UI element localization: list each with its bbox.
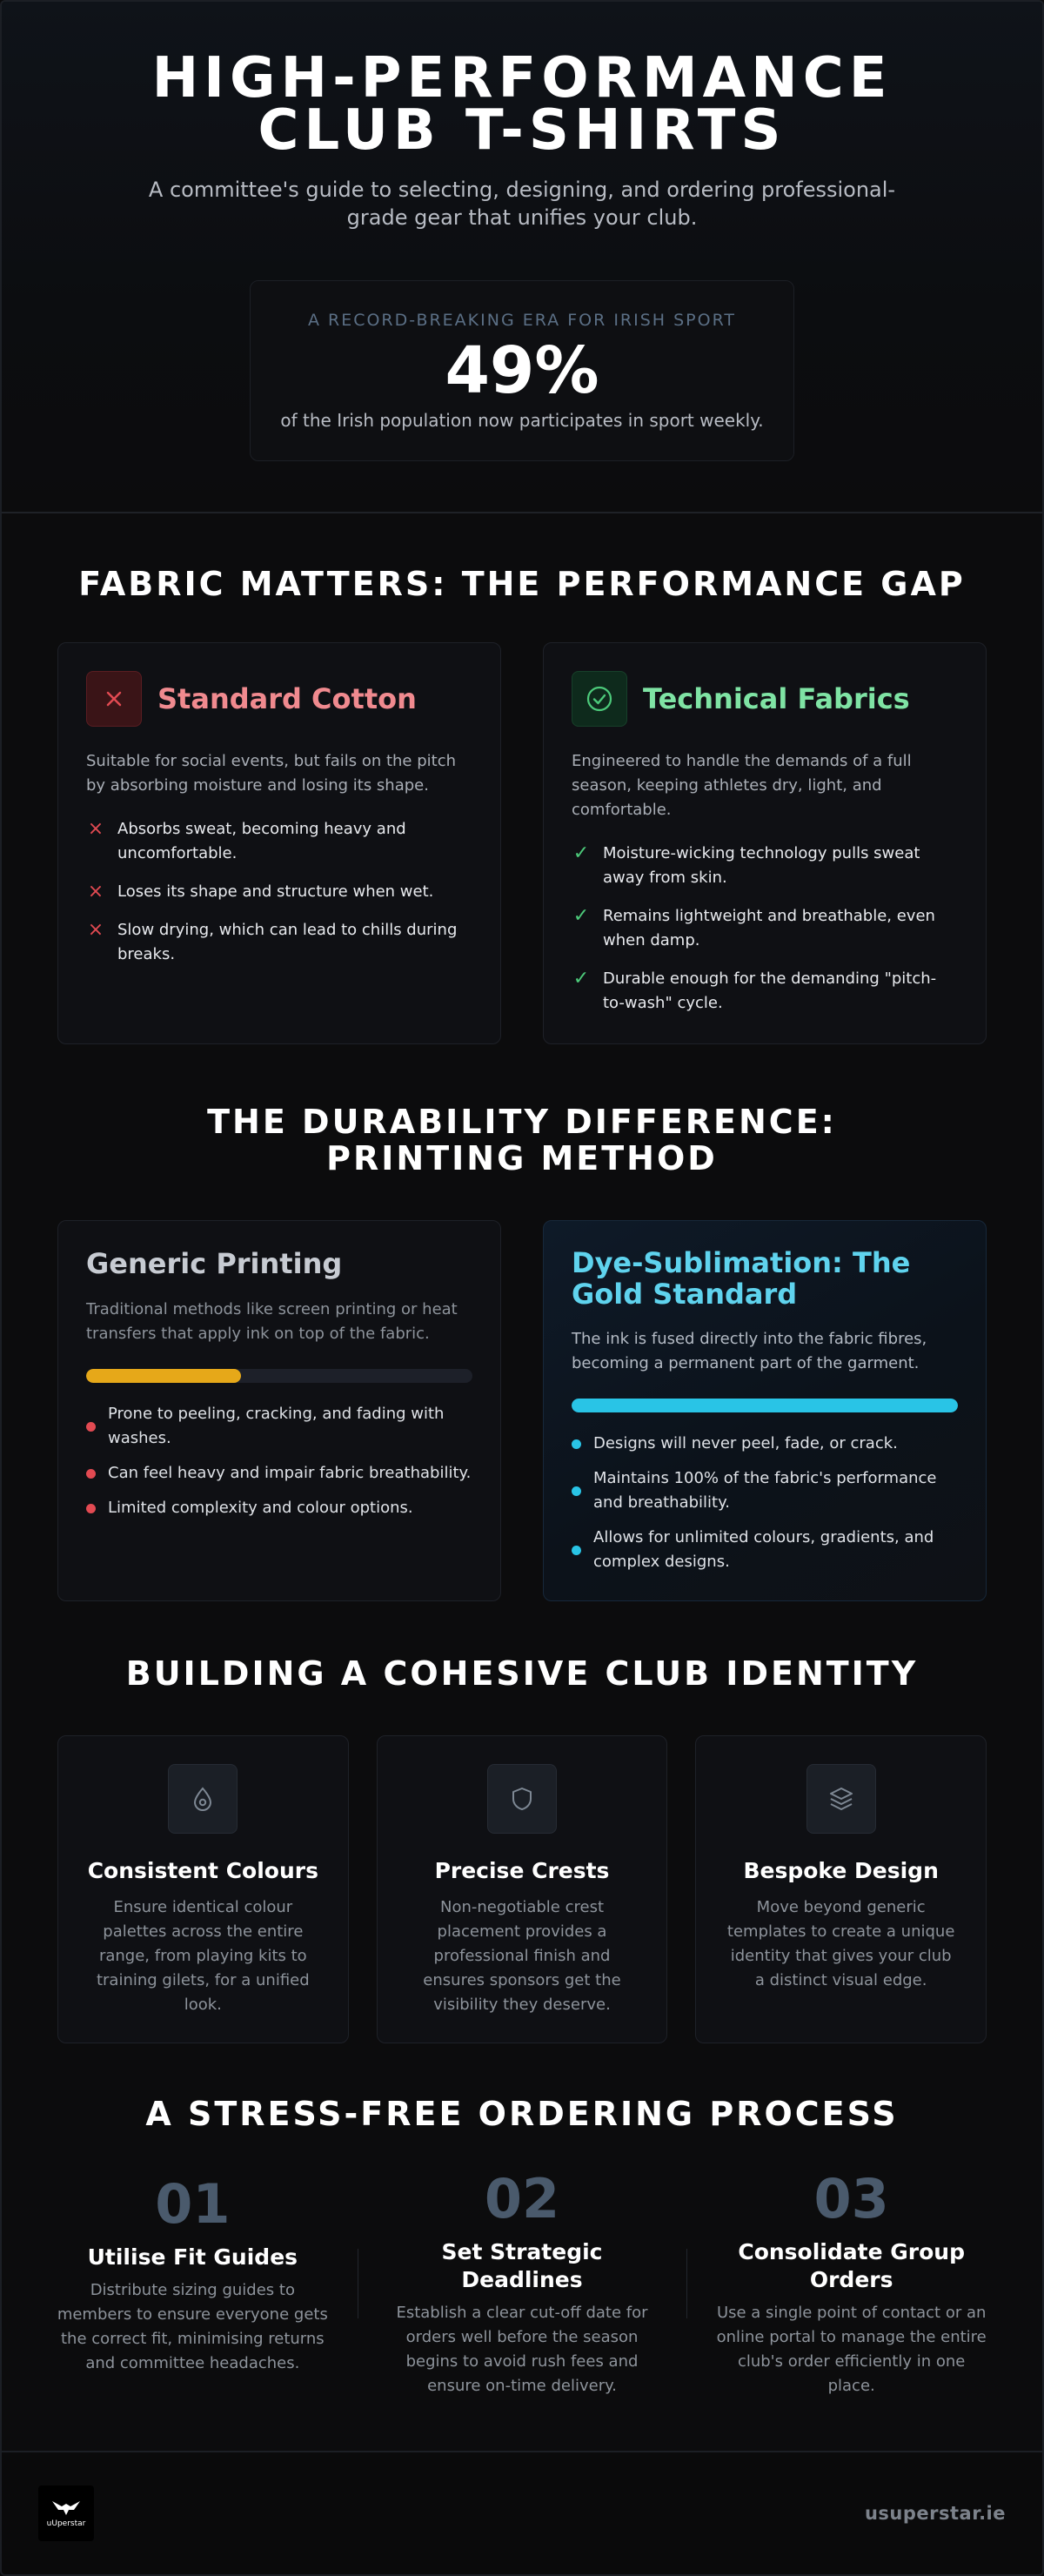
technical-card-title: Technical Fabrics [643,682,910,715]
identity-card-crests [377,1735,668,2043]
list-item: × Loses its shape and structure when wet. [87,881,434,902]
list-item: Maintains 100% of the fabric's performance and breathability. [572,1466,958,1515]
identity-card-description: Move beyond generic templates to create a unique identity that gives your club a distinct visual edge. [726,1898,955,1989]
list-item: ✓ Remains lightweight and breathable, even when damp. [572,904,958,953]
generic-card-title: Generic Printing [86,1247,343,1280]
eagle-icon [50,2499,82,2518]
list-item: Prone to peeling, cracking, and fading with washes. [86,1402,472,1451]
ordering-section [2,2043,1042,2398]
stat-caption: of the Irish population now participates in sport weekly. [280,410,764,431]
cotton-card-title: Standard Cotton [157,682,417,715]
x-icon [86,671,142,727]
step-title: Consolidate Group Orders [738,2239,965,2292]
step-description: Distribute sizing guides to members to ensure everyone gets the correct fit, minimising returns and committee headaches. [57,2281,328,2372]
bullet-dot-icon [572,1546,581,1555]
identity-section-title: BUILDING A COHESIVE CLUB IDENTITY [125,1654,919,1693]
shield-icon [487,1764,557,1834]
page-subtitle: A committee's guide to selecting, designing, and ordering professional-grade gear that unifies your club. [148,178,896,230]
durability-bar [86,1369,472,1383]
durability-bar-fill [86,1369,241,1383]
list-item: ✓ Moisture-wicking technology pulls sweat away from skin. [572,842,958,890]
durability-bar [572,1399,958,1412]
ordering-step-2 [358,2169,687,2398]
stat-value: 49% [445,333,599,408]
list-item: × Slow drying, which can lead to chills during breaks. [86,918,472,967]
check-icon: ✓ [572,842,590,864]
brand-logo[interactable] [38,2485,94,2541]
technical-card-description: Engineered to handle the demands of a full season, keeping athletes dry, light, and comfortable. [572,752,912,819]
technical-fabrics-card [543,642,987,1044]
step-description: Use a single point of contact or an online portal to manage the entire club's order efficiently in one place. [716,2304,987,2395]
dye-sublimation-card [543,1220,987,1601]
standard-cotton-card [57,642,501,1044]
hero-section [2,2,1042,513]
identity-card-title: Bespoke Design [743,1858,939,1883]
identity-card-title: Precise Crests [434,1858,610,1883]
list-item: Allows for unlimited colours, gradients, and complex designs. [572,1526,958,1574]
generic-printing-card [57,1220,501,1601]
ordering-step-3 [686,2169,1016,2398]
identity-card-description: Non-negotiable crest placement provides a professional finish and ensures sponsors get the visibility they deserve. [423,1898,621,2014]
durability-bar-fill [572,1399,958,1412]
cotton-points-list [86,817,472,967]
bullet-dot-icon [86,1469,96,1479]
dye-card-title: Dye-Sublimation: The Gold Standard [572,1246,911,1311]
bullet-dot-icon [86,1422,96,1432]
list-item: Can feel heavy and impair fabric breathability. [86,1461,472,1486]
page-title: HIGH-PERFORMANCE CLUB T-SHIRTS [151,46,893,163]
identity-card-description: Ensure identical colour palettes across the entire range, from playing kits to training gilets, for a unified look. [96,1898,310,2014]
check-icon: ✓ [572,968,590,989]
palette-drop-icon [168,1764,238,1834]
identity-card-colours [57,1735,349,2043]
step-number: 03 [813,2167,889,2231]
printing-section-title: THE DURABILITY DIFFERENCE: PRINTING METHOD [207,1103,837,1177]
generic-points-list [86,1402,472,1520]
footer-site-link[interactable]: usuperstar.ie [864,2503,1006,2524]
printing-section [2,1044,1042,1601]
identity-section [2,1601,1042,2043]
step-number: 02 [484,2167,560,2231]
technical-points-list [572,842,958,1016]
check-circle-icon [572,671,627,727]
check-icon: ✓ [572,905,590,927]
brand-logo-text: uUperstar [46,2519,86,2528]
bullet-dot-icon [572,1439,581,1449]
dye-points-list [572,1432,958,1574]
step-number: 01 [155,2172,231,2236]
ordering-step-1 [28,2169,358,2398]
layers-icon [806,1764,876,1834]
footer [2,2451,1042,2574]
x-icon: × [87,818,104,840]
step-title: Set Strategic Deadlines [441,2239,603,2292]
step-title: Utilise Fit Guides [87,2244,298,2270]
list-item: Limited complexity and colour options. [86,1496,472,1520]
bullet-dot-icon [572,1486,581,1496]
ordering-section-title: A STRESS-FREE ORDERING PROCESS [145,2095,899,2133]
fabric-section-title: FABRIC MATTERS: THE PERFORMANCE GAP [78,565,966,603]
list-item: × Absorbs sweat, becoming heavy and uncomfortable. [86,817,472,866]
stat-card [250,280,794,461]
fabric-section [2,513,1042,1044]
x-icon: × [87,919,104,941]
generic-card-description: Traditional methods like screen printing or heat transfers that apply ink on top of the fabric. [86,1300,458,1343]
bullet-dot-icon [86,1504,96,1513]
stat-eyebrow: A RECORD-BREAKING ERA FOR IRISH SPORT [307,311,737,330]
identity-card-title: Consistent Colours [87,1858,318,1883]
identity-card-design [695,1735,987,2043]
dye-card-description: The ink is fused directly into the fabric fibres, becoming a permanent part of the garment. [572,1330,927,1372]
list-item: ✓ Durable enough for the demanding "pitch-to-wash" cycle. [572,967,958,1016]
x-icon: × [87,881,104,902]
step-description: Establish a clear cut-off date for orders well before the season begins to avoid rush fees and ensure on-time delivery. [396,2304,648,2395]
cotton-card-description: Suitable for social events, but fails on the pitch by absorbing moisture and losing its shape. [86,752,457,795]
list-item: Designs will never peel, fade, or crack. [572,1432,958,1456]
